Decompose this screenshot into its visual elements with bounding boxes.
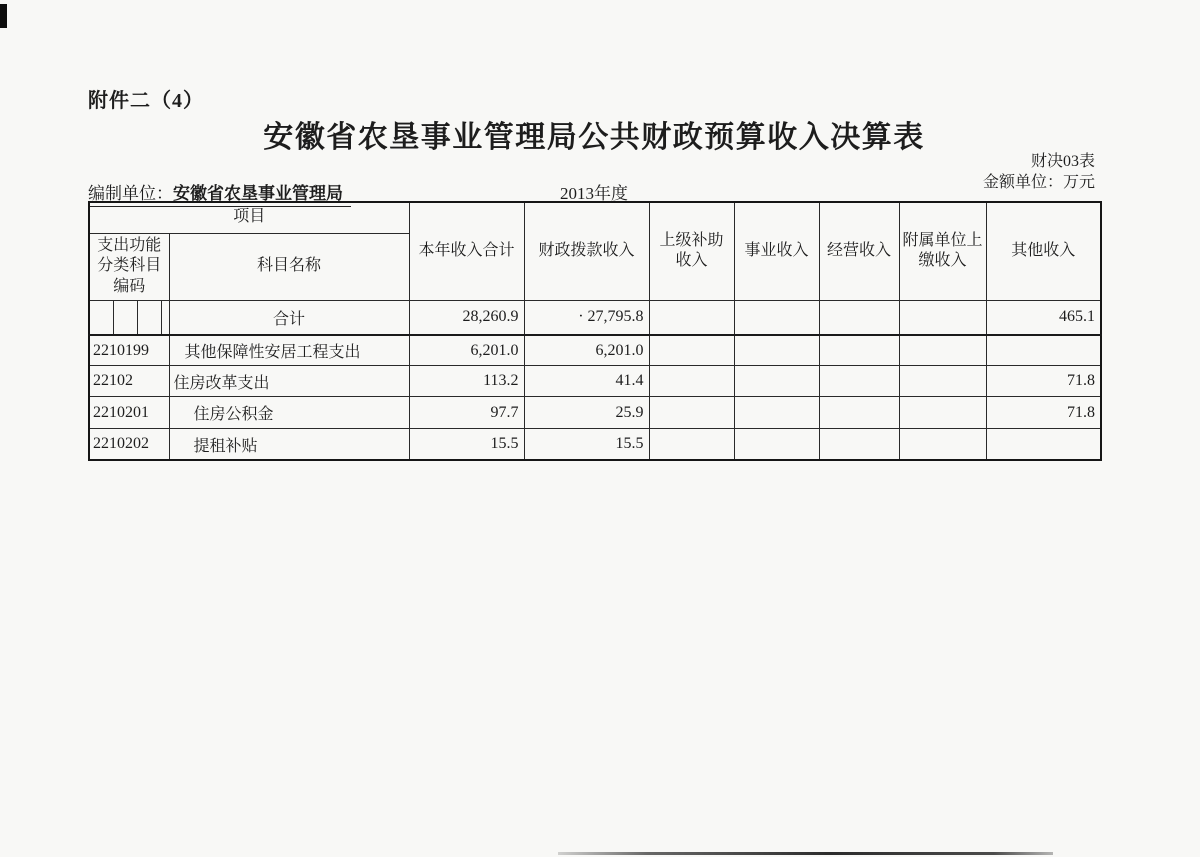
row-value-cell: 15.5 bbox=[409, 429, 524, 460]
document-title: 安徽省农垦事业管理局公共财政预算收入决算表 bbox=[263, 121, 925, 154]
header-col-annual-total: 本年收入合计 bbox=[409, 202, 524, 300]
header-col-fiscal-appropriation: 财政拨款收入 bbox=[524, 202, 649, 300]
row-value-cell bbox=[899, 300, 986, 335]
row-value-cell: 465.1 bbox=[986, 300, 1101, 335]
row-value-cell bbox=[649, 366, 734, 397]
header-item-group: 项目 bbox=[89, 202, 409, 233]
row-code-cell: 22102 bbox=[89, 366, 169, 397]
row-code-cell: 2210199 bbox=[89, 335, 169, 366]
form-code-label: 财决03表 bbox=[1030, 153, 1095, 170]
table-row bbox=[89, 335, 1101, 366]
header-col-operational-income: 事业收入 bbox=[734, 202, 819, 300]
header-col-business-income: 经营收入 bbox=[819, 202, 899, 300]
header-col-superior-subsidy: 上级补助收入 bbox=[649, 202, 734, 300]
row-value-cell: 71.8 bbox=[986, 366, 1101, 397]
row-value-cell bbox=[819, 300, 899, 335]
row-value-cell bbox=[649, 300, 734, 335]
header-col-subordinate-remitted: 附属单位上缴收入 bbox=[899, 202, 986, 300]
row-value-cell bbox=[899, 429, 986, 460]
row-value-cell bbox=[819, 397, 899, 429]
row-value-cell bbox=[819, 335, 899, 366]
row-value-cell bbox=[986, 335, 1101, 366]
row-value-cell: 25.9 bbox=[524, 397, 649, 429]
row-value-cell bbox=[899, 397, 986, 429]
row-subject-cell: 合计 bbox=[169, 300, 409, 335]
row-value-cell bbox=[734, 429, 819, 460]
header-subject-name: 科目名称 bbox=[169, 233, 409, 300]
fiscal-year-label: 2013年度 bbox=[560, 184, 628, 203]
row-value-cell: 71.8 bbox=[986, 397, 1101, 429]
row-value-cell bbox=[734, 366, 819, 397]
scan-artifact-corner bbox=[0, 4, 7, 28]
row-value-cell bbox=[986, 429, 1101, 460]
row-value-cell: 6,201.0 bbox=[524, 335, 649, 366]
row-value-cell bbox=[819, 429, 899, 460]
row-value-cell: 28,260.9 bbox=[409, 300, 524, 335]
row-value-cell bbox=[734, 300, 819, 335]
row-code-cell: 2210201 bbox=[89, 397, 169, 429]
row-code-cell: 2210202 bbox=[89, 429, 169, 460]
row-value-cell bbox=[649, 397, 734, 429]
table-row bbox=[89, 429, 1101, 460]
table-row bbox=[89, 366, 1101, 397]
header-col-other-income: 其他收入 bbox=[986, 202, 1101, 300]
scan-artifact-bottom-streak bbox=[558, 852, 1053, 855]
attachment-label: 附件二（4） bbox=[88, 90, 204, 112]
row-value-cell bbox=[899, 335, 986, 366]
row-subject-cell: 住房改革支出 bbox=[169, 366, 409, 397]
row-value-cell: 113.2 bbox=[409, 366, 524, 397]
row-value-cell: 41.4 bbox=[524, 366, 649, 397]
table-row-total bbox=[89, 300, 1101, 335]
row-value-cell bbox=[734, 335, 819, 366]
row-code-cell bbox=[89, 300, 169, 335]
header-expense-code: 支出功能分类科目编码 bbox=[89, 233, 169, 300]
amount-unit-label: 金额单位：万元 bbox=[982, 174, 1095, 191]
row-subject-cell: 住房公积金 bbox=[169, 397, 409, 429]
row-value-cell bbox=[899, 366, 986, 397]
row-value-cell bbox=[734, 397, 819, 429]
prepared-by-label: 编制单位： bbox=[88, 184, 173, 203]
row-value-cell: 15.5 bbox=[524, 429, 649, 460]
row-value-cell bbox=[649, 335, 734, 366]
row-subject-cell: 其他保障性安居工程支出 bbox=[169, 335, 409, 366]
row-value-cell: 97.7 bbox=[409, 397, 524, 429]
row-subject-cell: 提租补贴 bbox=[169, 429, 409, 460]
prepared-by-value: 安徽省农垦事业管理局 bbox=[173, 184, 343, 203]
row-value-cell bbox=[649, 429, 734, 460]
revenue-table bbox=[88, 201, 1102, 461]
revenue-table-wrap bbox=[88, 201, 1102, 461]
code-digit-boxes bbox=[90, 301, 169, 334]
row-value-cell: 6,201.0 bbox=[409, 335, 524, 366]
table-row bbox=[89, 397, 1101, 429]
row-value-cell: · 27,795.8 bbox=[524, 300, 649, 335]
row-value-cell bbox=[819, 366, 899, 397]
